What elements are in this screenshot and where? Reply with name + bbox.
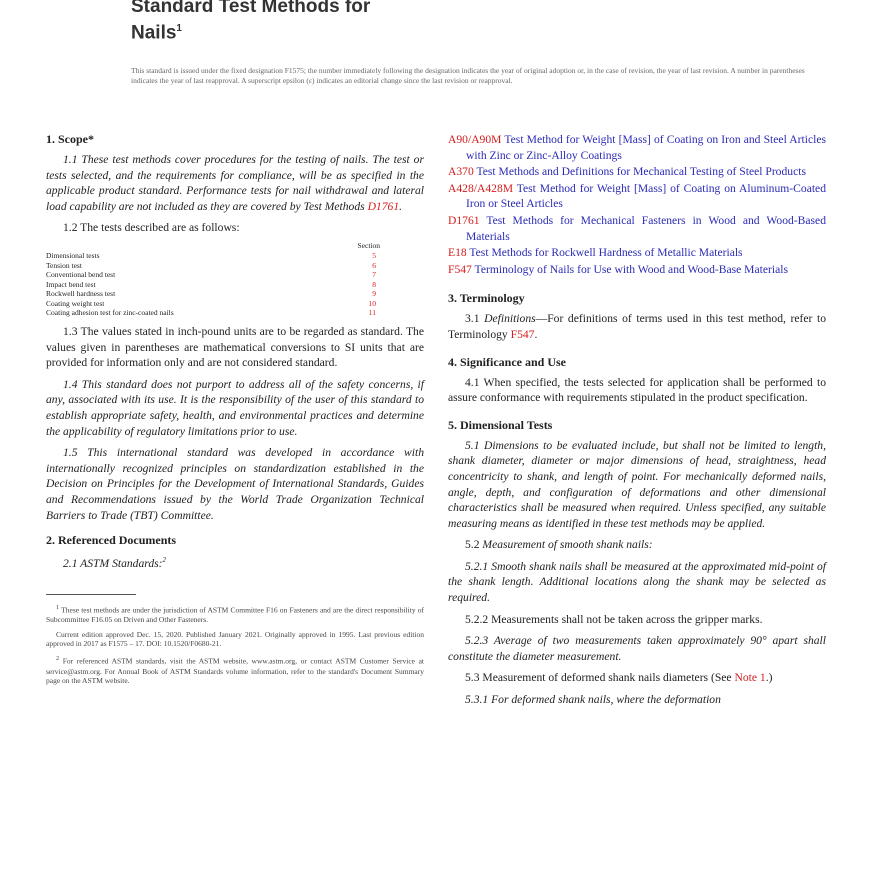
paragraph-1-2: 1.2 The tests described are as follows: xyxy=(63,221,240,235)
footnote-2 xyxy=(46,654,424,686)
title-footnote-mark: 1 xyxy=(176,23,182,34)
test-name: Conventional bend test xyxy=(46,270,116,280)
ref-link-f547[interactable]: F547 xyxy=(510,327,535,341)
ref-link-d1761[interactable]: D1761 xyxy=(367,199,400,213)
paragraph-5-3 xyxy=(448,670,826,686)
footnote-divider xyxy=(46,594,136,595)
paragraph-3-1-num: 3.1 xyxy=(465,312,480,326)
test-name: Coating weight test xyxy=(46,298,105,308)
reference-code[interactable]: A370 xyxy=(448,165,474,179)
paragraph-2-1 xyxy=(46,553,424,571)
left-column xyxy=(46,132,424,691)
table-row xyxy=(46,299,424,309)
paragraph-3-1-end: . xyxy=(534,327,538,341)
reference-code[interactable]: D1761 xyxy=(448,213,480,227)
test-section[interactable]: 5 xyxy=(372,251,376,261)
paragraph-5-2-2: 5.2.2 Measurements shall not be taken across the gripper marks. xyxy=(465,612,763,626)
footnote-2-text: For referenced ASTM standards, visit the ASTM website, www.astm.org, or contact ASTM Customer Service at service@astm.org. For Annual Book of ASTM Standards volume information, refer to the standard's Document Summary page on the ASTM website. xyxy=(46,656,424,686)
reference-code[interactable]: A428/A428M xyxy=(448,181,514,195)
title-line-1: Standard Test Methods for xyxy=(131,0,371,17)
paragraph-1-1-end: . xyxy=(399,199,403,213)
reference-title: Terminology of Nails for Use with Wood and Wood-Base Materials xyxy=(474,262,788,276)
table-row xyxy=(46,308,424,318)
footnote-1-mark: 1 xyxy=(56,603,60,611)
table-row xyxy=(46,261,424,271)
paragraph-1-3: 1.3 The values stated in inch-pound units are to be regarded as standard. The values given in parentheses are mathematical conversions to SI units that are provided for information only and are not considered standard. xyxy=(46,324,424,370)
reference-title: Test Methods for Rockwell Hardness of Metallic Materials xyxy=(469,246,743,260)
footnote-1-text: These test methods are under the jurisdiction of ASTM Committee F16 on Fasteners and are the direct responsibility of Subcommittee F16.05 on Driven and Other Fasteners. xyxy=(46,605,425,624)
paragraph-3-1 xyxy=(448,311,826,342)
paragraph-5-2-num: 5.2 xyxy=(465,538,480,552)
section-1-heading: 1. Scope* xyxy=(46,132,94,146)
test-section[interactable]: 8 xyxy=(372,279,376,289)
reference-code[interactable]: E18 xyxy=(448,246,467,260)
paragraph-5-2-title: Measurement of smooth shank nails: xyxy=(482,538,653,552)
test-name: Coating adhesion test for zinc-coated nails xyxy=(46,308,174,318)
paragraph-5-2 xyxy=(448,537,826,553)
reference-item[interactable] xyxy=(448,262,826,278)
paragraph-5-1: 5.1 Dimensions to be evaluated include, but shall not be limited to length, shank diameter, diameter or major dimensions of head, straightness, head concentricity to shank, and length of point. For mechanically deformed nails, angle, depth, and configuration of deformations and other dimensional characteristics shall be measured when required. Unless specified, any suitable measuring means as identified in these test methods may be applied. xyxy=(448,438,826,530)
footnote-edition: Current edition approved Dec. 15, 2020. Published January 2021. Originally approved in 1995. Last previous edition approved in 2017 as F1575 – 17. DOI: 10.1520/F0680-21. xyxy=(46,629,424,649)
reference-title: Test Method for Weight [Mass] of Coating on Aluminum-Coated Iron or Steel Articles xyxy=(466,181,826,211)
paragraph-1-1 xyxy=(46,152,424,214)
title-nails: Nails xyxy=(131,22,177,44)
reference-title: Test Methods and Definitions for Mechanical Testing of Steel Products xyxy=(476,165,806,179)
footnote-2-mark: 2 xyxy=(56,655,60,663)
table-row xyxy=(46,280,424,290)
paragraph-1-4: 1.4 This standard does not purport to address all of the safety concerns, if any, associated with its use. It is the responsibility of the user of this standard to establish appropriate safety, health, and environmental practices and determine the applicability of regulatory limitations prior to use. xyxy=(46,377,424,438)
paragraph-5-3-text: 5.3 Measurement of deformed shank nails diameters (See xyxy=(465,671,732,685)
paragraph-4-1: 4.1 When specified, the tests selected for application shall be performed to assure conformance with requirements stipulated in the product specification. xyxy=(448,375,826,405)
tests-table xyxy=(46,240,424,318)
paragraph-3-1-text: —For definitions of terms used in this test method, refer to Terminology xyxy=(448,312,826,341)
test-section[interactable]: 10 xyxy=(368,298,376,308)
title-line-2 xyxy=(131,18,731,44)
paragraph-5-2-3: 5.2.3 Average of two measurements taken approximately 90° apart shall constitute the diameter measurement. xyxy=(448,634,826,663)
test-section[interactable]: 9 xyxy=(372,289,376,299)
reference-title: Test Methods for Mechanical Fasteners in Wood and Wood-Based Materials xyxy=(466,213,826,243)
paragraph-5-2-1: 5.2.1 Smooth shank nails shall be measured at the approximated mid-point of the shank length. Additional locations along the shank may be selected as required. xyxy=(448,559,826,605)
reference-code[interactable]: A90/A90M xyxy=(448,133,502,146)
reference-item[interactable] xyxy=(448,245,826,261)
note-1-link[interactable]: Note 1 xyxy=(734,671,766,685)
preliminary-note: This standard is issued under the fixed designation F1575; the number immediately following the designation indicates the year of original adoption or, in the case of revision, the year of last revision. A number in parentheses indicates the year of last reapproval. A superscript epsilon (ε) indicates an editorial change since the last revision or reapproval. xyxy=(131,66,805,85)
document-title xyxy=(131,0,731,44)
test-name: Impact bend test xyxy=(46,279,96,289)
section-column-header: Section xyxy=(357,240,380,250)
test-section[interactable]: 6 xyxy=(372,260,376,270)
reference-item[interactable] xyxy=(448,213,826,244)
test-name: Tension test xyxy=(46,260,82,270)
footnote-1 xyxy=(46,603,424,625)
paragraph-1-1-text: 1.1 These test methods cover procedures for the testing of nails. The test or tests selected, and the requirements for compliance, will be as specified in the applicable product standard. Performance tests for nail withdrawal and lateral load capability are not included as they are covered by Test Methods xyxy=(46,153,424,213)
paragraph-1-5: 1.5 This international standard was developed in accordance with internationally recognized principles on standardization established in the Decision on Principles for the Development of International Standards, Guides and Recommendations issued by the World Trade Organization Technical Barriers to Trade (TBT) Committee. xyxy=(46,446,424,522)
paragraph-5-3-end: .) xyxy=(765,671,773,685)
reference-item[interactable] xyxy=(448,164,826,180)
section-5-heading: 5. Dimensional Tests xyxy=(448,417,553,432)
paragraph-5-3-1: 5.3.1 For deformed shank nails, where the deformation xyxy=(465,693,721,707)
reference-item[interactable] xyxy=(448,181,826,212)
reference-title: Test Method for Weight [Mass] of Coating on Iron and Steel Articles with Zinc or Zinc-Alloy Coatings xyxy=(466,133,826,162)
section-2-heading: 2. Referenced Documents xyxy=(46,533,177,548)
reference-code[interactable]: F547 xyxy=(448,262,472,276)
table-row xyxy=(46,270,424,280)
table-row xyxy=(46,289,424,299)
table-row xyxy=(46,251,424,261)
right-column xyxy=(448,132,826,714)
test-section[interactable]: 11 xyxy=(368,308,376,318)
section-4-heading: 4. Significance and Use xyxy=(448,354,567,369)
test-name: Dimensional tests xyxy=(46,251,100,261)
section-3-heading: 3. Terminology xyxy=(448,291,525,306)
test-name: Rockwell hardness test xyxy=(46,289,116,299)
definitions-term: Definitions xyxy=(484,312,536,326)
reference-item[interactable] xyxy=(448,132,826,163)
test-section[interactable]: 7 xyxy=(372,270,376,280)
footnote-mark-2: 2 xyxy=(162,556,167,565)
paragraph-2-1-text: 2.1 ASTM Standards: xyxy=(63,556,163,570)
